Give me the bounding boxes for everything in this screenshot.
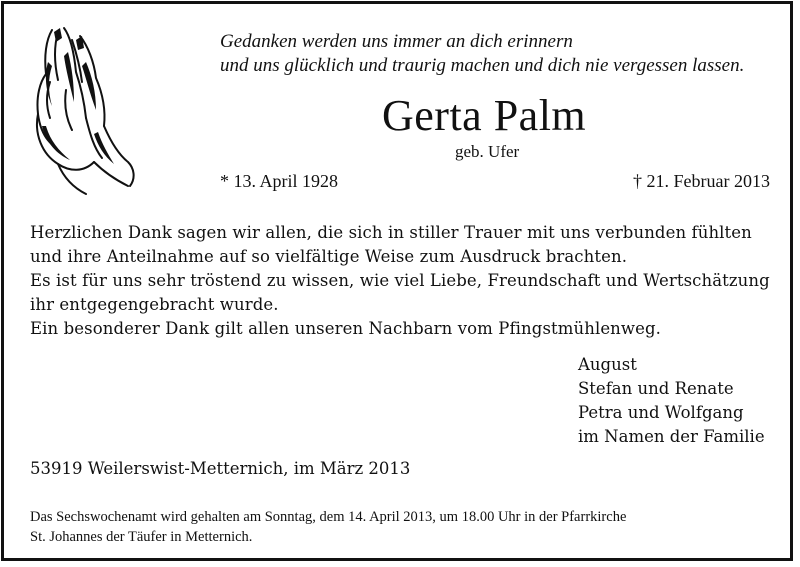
death-date: † 21. Februar 2013 <box>633 171 770 191</box>
text-line: Ein besonderer Dank gilt allen unseren Nachbarn vom Pfingstmühlenweg. <box>30 319 662 338</box>
text-line: Herzlichen Dank sagen wir allen, die sich in stiller Trauer mit uns verbunden fühlten <box>30 223 752 242</box>
quote-line: und uns glücklich und traurig machen und dich nie vergessen lassen. <box>220 55 745 76</box>
praying-hands-icon <box>24 22 146 200</box>
memorial-quote <box>220 30 780 78</box>
text-line: ihr entgegengebracht wurde. <box>30 295 279 314</box>
quote-line: Gedanken werden uns immer an dich erinnern <box>220 31 573 52</box>
birth-date: * 13. April 1928 <box>220 171 339 191</box>
place-and-date: 53919 Weilerswist-Metternich, im März 2013 <box>30 459 411 478</box>
text-line: Es ist für uns sehr tröstend zu wissen, wie viel Liebe, Freundschaft und Wertschätzung <box>30 271 770 290</box>
signature-line: Petra und Wolfgang <box>578 403 744 422</box>
service-note <box>30 507 775 547</box>
note-line: Das Sechswochenamt wird gehalten am Sonntag, dem 14. April 2013, um 18.00 Uhr in der Pfarrkirche <box>30 509 627 525</box>
thank-you-text <box>30 221 775 341</box>
signature-line: August <box>578 355 637 374</box>
family-signatures <box>578 353 765 449</box>
signature-line: im Namen der Familie <box>578 427 765 446</box>
text-line: und ihre Anteilnahme auf so vielfältige Weise zum Ausdruck brachten. <box>30 247 628 266</box>
note-line: St. Johannes der Täufer in Metternich. <box>30 529 253 545</box>
maiden-name: geb. Ufer <box>455 142 520 161</box>
deceased-name: Gerta Palm <box>382 91 587 140</box>
signature-line: Stefan und Renate <box>578 379 734 398</box>
